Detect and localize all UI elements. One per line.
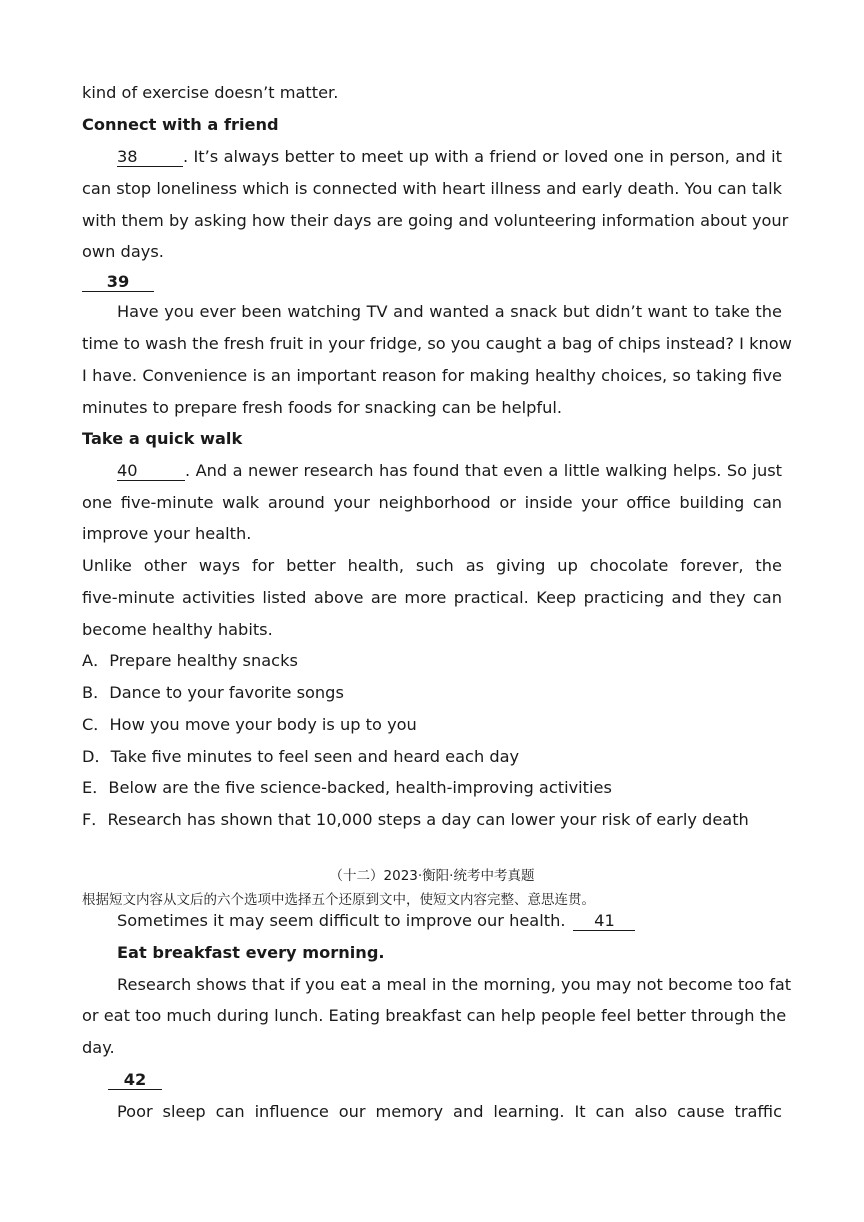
text-span: . It’s always better to meet up with a friend or loved one in person, and it (183, 147, 782, 166)
instruction: 根据短文内容从文后的六个选项中选择五个还原到文中，使短文内容完整、意思连贯。 (82, 892, 595, 908)
blank-39[interactable]: 39 (82, 273, 154, 292)
paragraph-39-line-3: I have. Convenience is an important reason for making healthy choices, so taking five (82, 366, 782, 385)
text-line: kind of exercise doesn’t matter. (82, 83, 339, 102)
section-title: （十二）2023·衡阳·统考中考真题 (329, 868, 535, 884)
blank-38[interactable]: 38 (117, 148, 183, 167)
blank-39-line (82, 272, 782, 292)
text-span: Research shows that if you eat a meal in the morning, you may not become too fat (117, 975, 792, 994)
option-a: A．Prepare healthy snacks (82, 651, 298, 670)
option-f: F．Research has shown that 10,000 steps a day can lower your risk of early death (82, 810, 749, 829)
option-e: E．Below are the five science-backed, health-improving activities (82, 778, 612, 797)
paragraph-sleep-line-1 (82, 1102, 782, 1122)
intro-line (82, 911, 782, 931)
paragraph-39-line-4: minutes to prepare fresh foods for snacking can be helpful. (82, 398, 563, 417)
conclusion-line-2: five-minute activities listed above are more practical. Keep practicing and they can (82, 588, 782, 607)
paragraph-breakfast-line-3: day. (82, 1038, 115, 1057)
heading-take-a-quick-walk: Take a quick walk (82, 429, 243, 448)
blank-41[interactable]: 41 (573, 912, 635, 931)
paragraph-39-line-2: time to wash the fresh fruit in your fridge, so you caught a bag of chips instead? I know (82, 334, 792, 353)
blank-42[interactable]: 42 (108, 1071, 162, 1090)
heading-connect-with-a-friend: Connect with a friend (82, 115, 279, 134)
paragraph-38-line-4: own days. (82, 242, 164, 261)
conclusion-line-3: become healthy habits. (82, 620, 273, 639)
paragraph-39-line-1 (82, 302, 782, 322)
option-c: C．How you move your body is up to you (82, 715, 417, 734)
paragraph-40-line-2: one five-minute walk around your neighborhood or inside your office building can (82, 493, 782, 512)
text-span: Poor sleep can influence our memory and learning. It can also cause traffic (117, 1102, 782, 1121)
heading-eat-breakfast (82, 943, 782, 963)
conclusion-line-1: Unlike other ways for better health, such as giving up chocolate forever, the (82, 556, 782, 575)
paragraph-38-line-1 (82, 147, 782, 167)
option-b: B．Dance to your favorite songs (82, 683, 344, 702)
blank-40[interactable]: 40 (117, 462, 185, 481)
text-span: Have you ever been watching TV and wanted a snack but didn’t want to take the (117, 302, 782, 321)
option-d: D．Take five minutes to feel seen and heard each day (82, 747, 520, 766)
text-span: Sometimes it may seem difficult to improve our health. (117, 911, 566, 930)
text-span: Eat breakfast every morning. (117, 943, 385, 962)
text-span: . And a newer research has found that even a little walking helps. So just (185, 461, 782, 480)
paragraph-38-line-3: with them by asking how their days are going and volunteering information about your (82, 211, 789, 230)
blank-42-line (82, 1070, 782, 1090)
paragraph-40-line-3: improve your health. (82, 524, 252, 543)
paragraph-breakfast-line-1 (82, 975, 792, 995)
paragraph-38-line-2: can stop loneliness which is connected with heart illness and early death. You can talk (82, 179, 782, 198)
paragraph-40-line-1 (82, 461, 782, 481)
paragraph-breakfast-line-2: or eat too much during lunch. Eating breakfast can help people feel better through the (82, 1006, 787, 1025)
